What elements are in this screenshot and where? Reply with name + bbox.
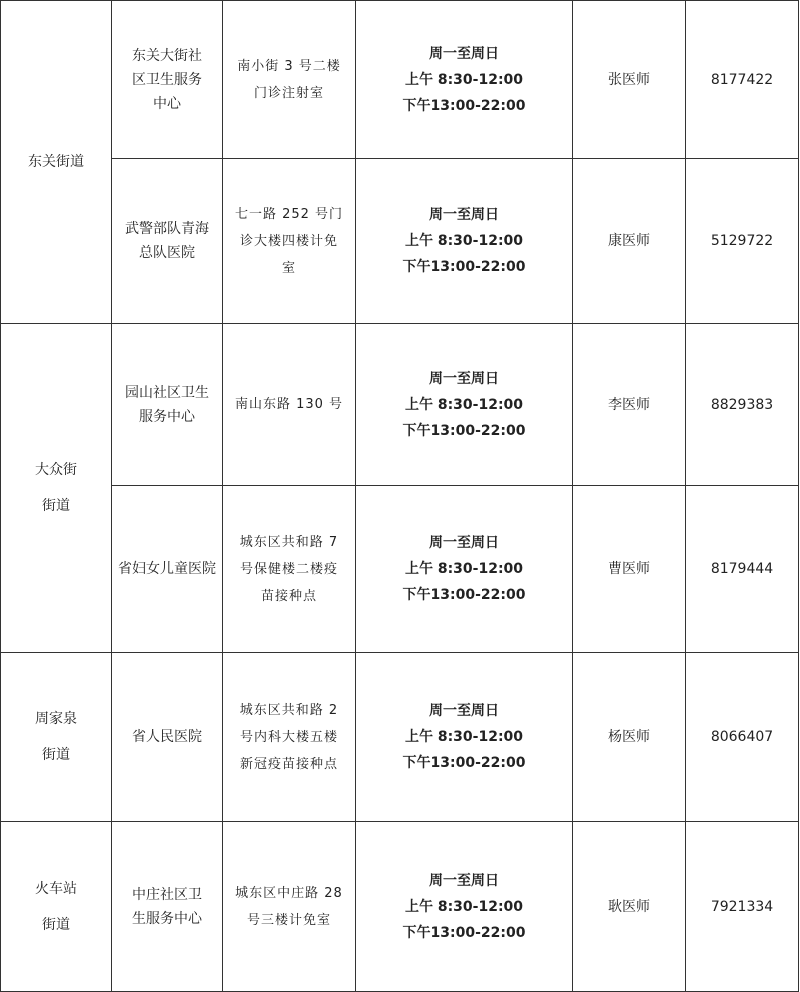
phone-cell: 8066407	[686, 653, 799, 822]
doctor-cell: 杨医师	[573, 653, 686, 822]
doctor-cell: 曹医师	[573, 486, 686, 653]
hours-cell: 周一至周日 上午 8:30-12:00 下午13:00-22:00	[356, 486, 573, 653]
hours-cell: 周一至周日 上午 8:30-12:00 下午13:00-22:00	[356, 324, 573, 486]
site-name-cell: 省妇女儿童医院	[112, 486, 223, 653]
phone-cell: 8829383	[686, 324, 799, 486]
doctor-cell: 康医师	[573, 159, 686, 324]
table-row	[1, 1, 799, 159]
doctor-cell: 李医师	[573, 324, 686, 486]
address-cell: 城东区共和路 7 号保健楼二楼疫 苗接种点	[223, 486, 356, 653]
doctor-cell: 耿医师	[573, 822, 686, 992]
address-cell: 城东区中庄路 28 号三楼计免室	[223, 822, 356, 992]
table-row	[1, 324, 799, 486]
district-cell: 大众街 街道	[1, 324, 112, 653]
address-cell: 南小街 3 号二楼 门诊注射室	[223, 1, 356, 159]
district-cell: 东关街道	[1, 1, 112, 324]
phone-cell: 5129722	[686, 159, 799, 324]
hours-cell: 周一至周日 上午 8:30-12:00 下午13:00-22:00	[356, 159, 573, 324]
site-name-cell: 省人民医院	[112, 653, 223, 822]
hours-cell: 周一至周日 上午 8:30-12:00 下午13:00-22:00	[356, 822, 573, 992]
address-cell: 七一路 252 号门 诊大楼四楼计免 室	[223, 159, 356, 324]
table-row	[1, 822, 799, 992]
site-name-cell: 东关大街社 区卫生服务 中心	[112, 1, 223, 159]
table-row	[1, 486, 799, 653]
site-name-cell: 园山社区卫生 服务中心	[112, 324, 223, 486]
district-cell: 周家泉 街道	[1, 653, 112, 822]
table-row	[1, 653, 799, 822]
address-cell: 城东区共和路 2 号内科大楼五楼 新冠疫苗接种点	[223, 653, 356, 822]
district-cell: 火车站 街道	[1, 822, 112, 992]
site-name-cell: 中庄社区卫 生服务中心	[112, 822, 223, 992]
table-row	[1, 159, 799, 324]
phone-cell: 7921334	[686, 822, 799, 992]
phone-cell: 8179444	[686, 486, 799, 653]
doctor-cell: 张医师	[573, 1, 686, 159]
phone-cell: 8177422	[686, 1, 799, 159]
hours-cell: 周一至周日 上午 8:30-12:00 下午13:00-22:00	[356, 653, 573, 822]
address-cell: 南山东路 130 号	[223, 324, 356, 486]
hours-cell: 周一至周日 上午 8:30-12:00 下午13:00-22:00	[356, 1, 573, 159]
site-name-cell: 武警部队青海 总队医院	[112, 159, 223, 324]
